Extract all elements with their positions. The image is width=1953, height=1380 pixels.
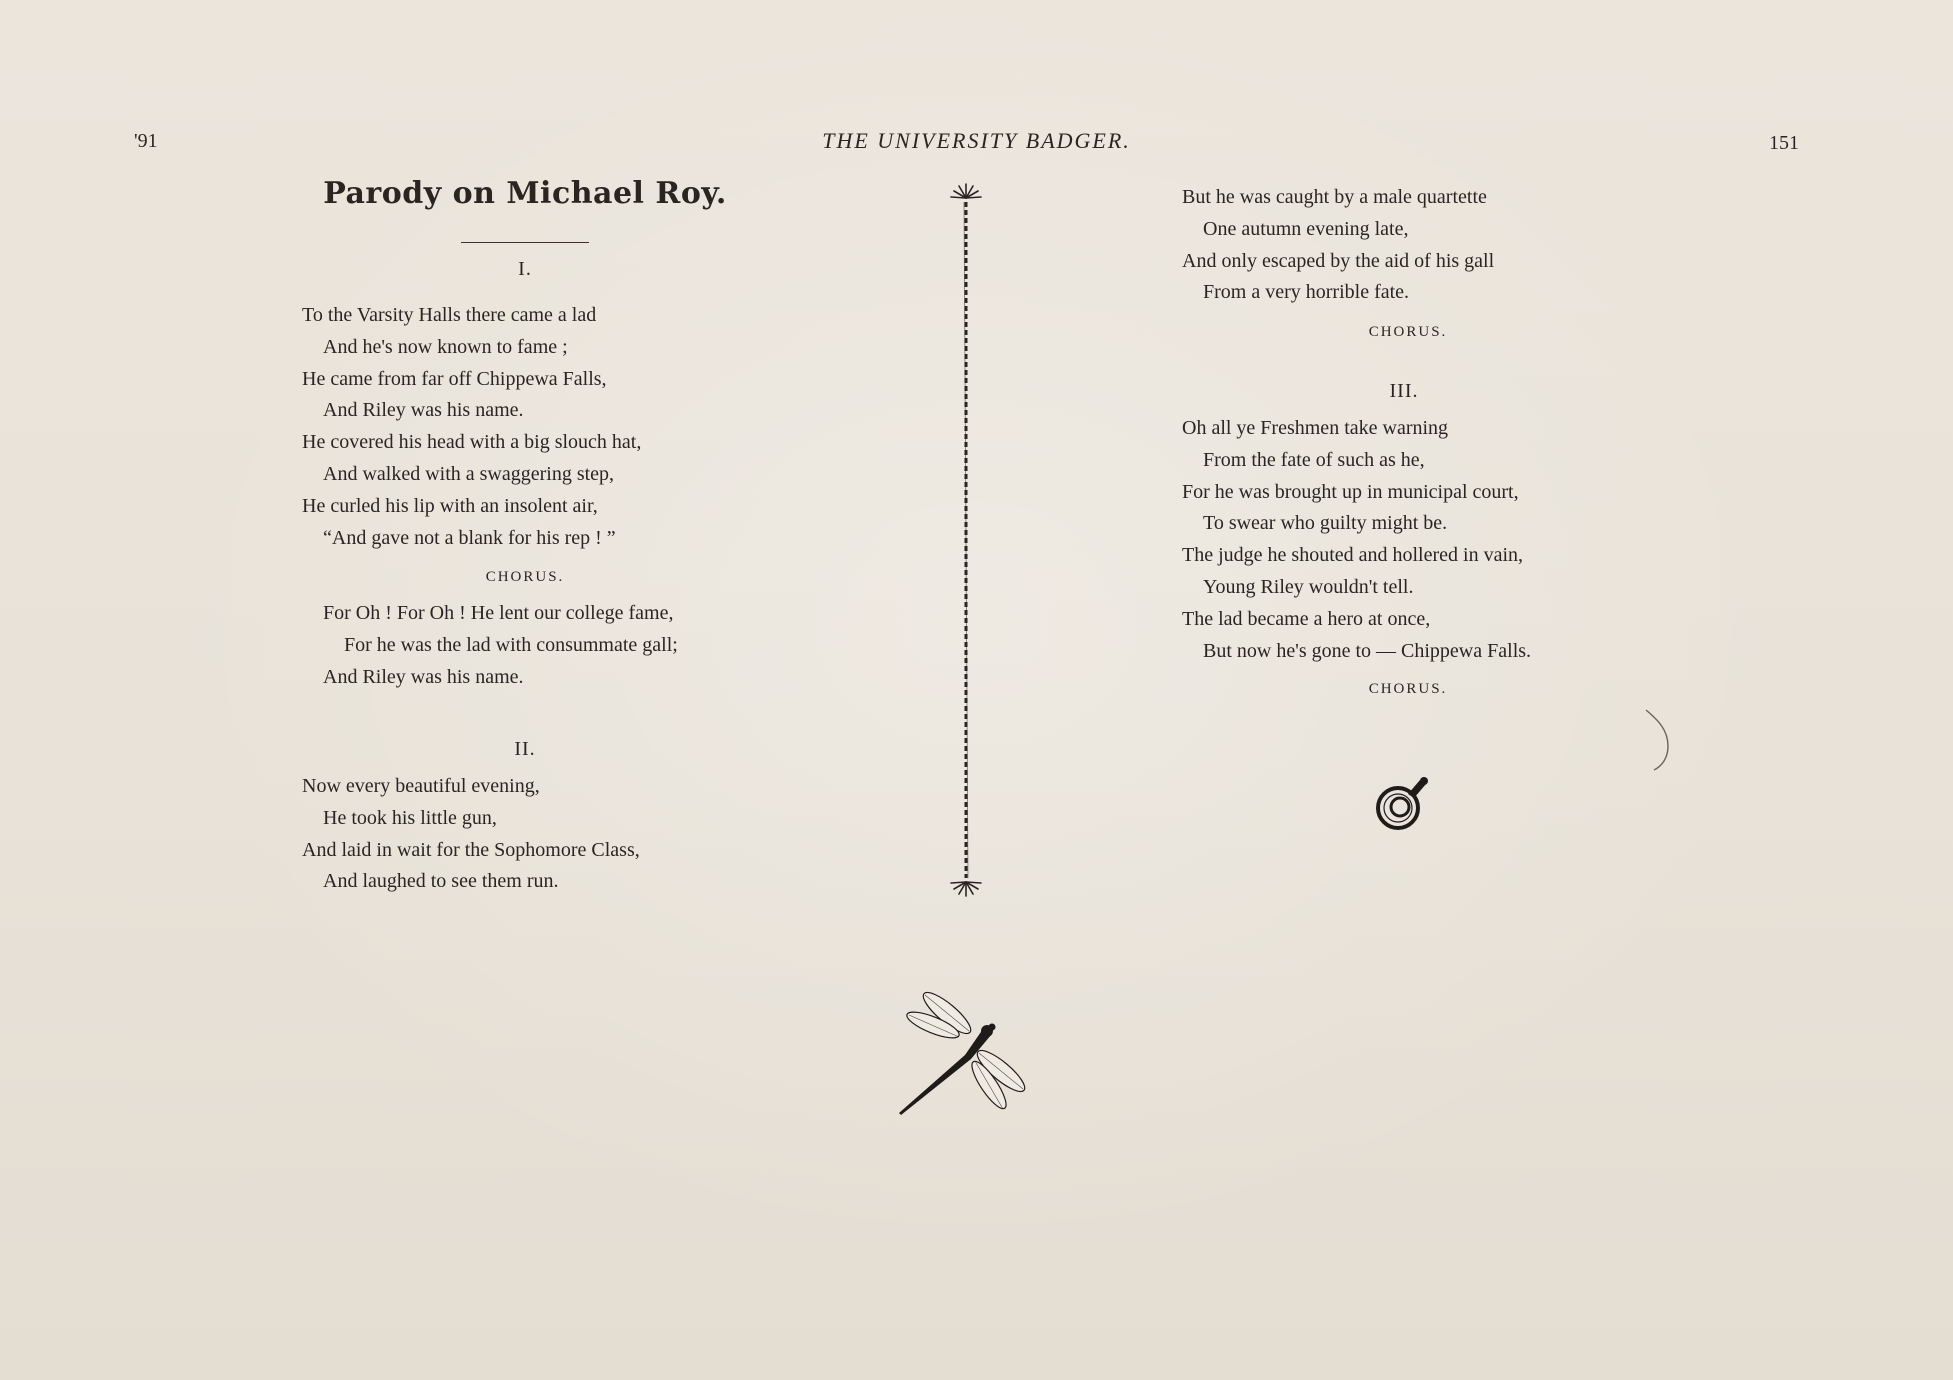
chorus-line: For he was the lad with consummate gall;	[344, 633, 678, 656]
stanza-number-3: III.	[1389, 380, 1419, 402]
ring-ornament-icon	[1370, 772, 1434, 836]
vertical-rope-divider-icon	[946, 182, 986, 898]
chorus-label-2: CHORUS.	[1368, 324, 1448, 340]
stanza-2-line: And laid in wait for the Sophomore Class,	[302, 838, 640, 861]
stanza-3-line: But now he's gone to — Chippewa Falls.	[1203, 639, 1532, 662]
stanza-3-line: Oh all ye Freshmen take warning	[1182, 417, 1449, 439]
stanza-1-line: He covered his head with a big slouch hat,	[302, 431, 642, 454]
stanza-1-line: “And gave not a blank for his rep ! ”	[323, 526, 616, 549]
stanza-2-line: One autumn evening late,	[1203, 217, 1409, 240]
chorus-line: And Riley was his name.	[323, 665, 524, 688]
title-rule	[461, 242, 589, 243]
stanza-2-line: And only escaped by the aid of his gall	[1182, 249, 1495, 272]
stanza-3-line: From the fate of such as he,	[1203, 448, 1425, 471]
stanza-2-line: But he was caught by a male quartette	[1182, 186, 1487, 208]
stanza-1-line: To the Varsity Halls there came a lad	[302, 304, 597, 326]
stanza-3-line: The judge he shouted and hollered in vain,	[1182, 544, 1524, 567]
chorus-1	[302, 598, 678, 693]
running-header	[0, 128, 1953, 162]
stanza-number-1: I.	[518, 258, 532, 280]
page-number: 151	[1769, 132, 1799, 154]
stanza-2-part-1	[302, 771, 640, 898]
poem-title: Parody on Michael Roy.	[323, 176, 727, 211]
header-year: '91	[134, 130, 158, 152]
stanza-2-line: And laughed to see them run.	[323, 870, 559, 893]
stanza-3	[1182, 413, 1531, 667]
stanza-1-line: And he's now known to fame ;	[323, 335, 568, 358]
stanza-3-line: For he was brought up in municipal court,	[1182, 480, 1519, 503]
stanza-2-line: From a very horrible fate.	[1203, 281, 1410, 304]
stanza-3-line: The lad became a hero at once,	[1182, 607, 1431, 630]
stanza-1-line: And walked with a swaggering step,	[323, 462, 615, 485]
stanza-1-line: He came from far off Chippewa Falls,	[302, 367, 607, 390]
chorus-label-1: CHORUS.	[485, 569, 565, 585]
stanza-3-line: To swear who guilty might be.	[1203, 512, 1448, 535]
chorus-line: For Oh ! For Oh ! He lent our college fame,	[323, 602, 674, 624]
margin-mark-icon	[1638, 706, 1678, 776]
stanza-1-line: And Riley was his name.	[323, 399, 524, 422]
stanza-2-line: Now every beautiful evening,	[302, 775, 540, 797]
header-title: THE UNIVERSITY BADGER.	[822, 128, 1131, 153]
stanza-number-2: II.	[514, 738, 536, 760]
dragonfly-icon	[895, 985, 1035, 1125]
chorus-label-3: CHORUS.	[1368, 681, 1448, 697]
stanza-2-line: He took his little gun,	[323, 806, 497, 829]
stanza-1	[302, 300, 641, 554]
stanza-3-line: Young Riley wouldn't tell.	[1203, 575, 1414, 598]
stanza-2-part-2	[1182, 182, 1494, 309]
stanza-1-line: He curled his lip with an insolent air,	[302, 494, 598, 517]
